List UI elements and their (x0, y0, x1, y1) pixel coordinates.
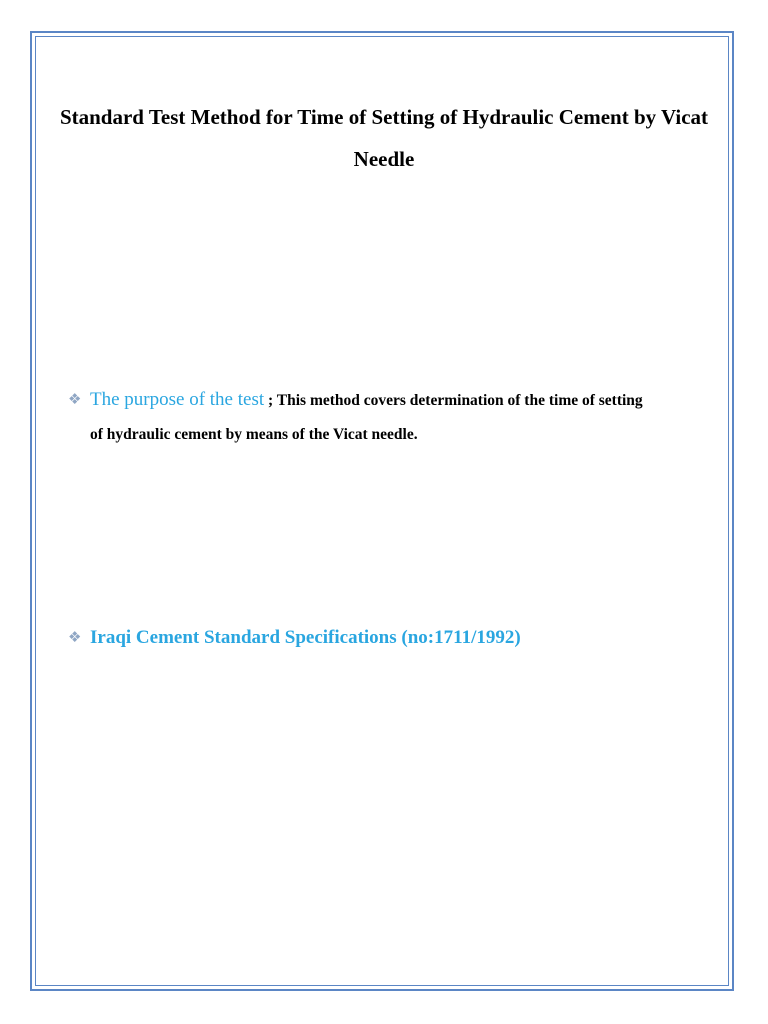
purpose-section (68, 382, 728, 452)
purpose-line-1 (68, 382, 728, 418)
standard-heading: Iraqi Cement Standard Specifications (no:1711/1992) (90, 627, 521, 648)
standard-line (68, 620, 728, 656)
standard-section (68, 620, 728, 656)
purpose-separator: ; (264, 392, 277, 409)
purpose-heading: The purpose of the test (90, 389, 265, 410)
diamond-bullet-icon: ❖ (68, 390, 82, 408)
purpose-text-line-2: of hydraulic cement by means of the Vicat needle. (90, 426, 418, 443)
document-title: Standard Test Method for Time of Setting of Hydraulic Cement by Vicat Needle (59, 105, 709, 171)
purpose-text-line-1: This method covers determination of the time of setting (276, 392, 643, 409)
diamond-bullet-icon: ❖ (68, 628, 82, 646)
